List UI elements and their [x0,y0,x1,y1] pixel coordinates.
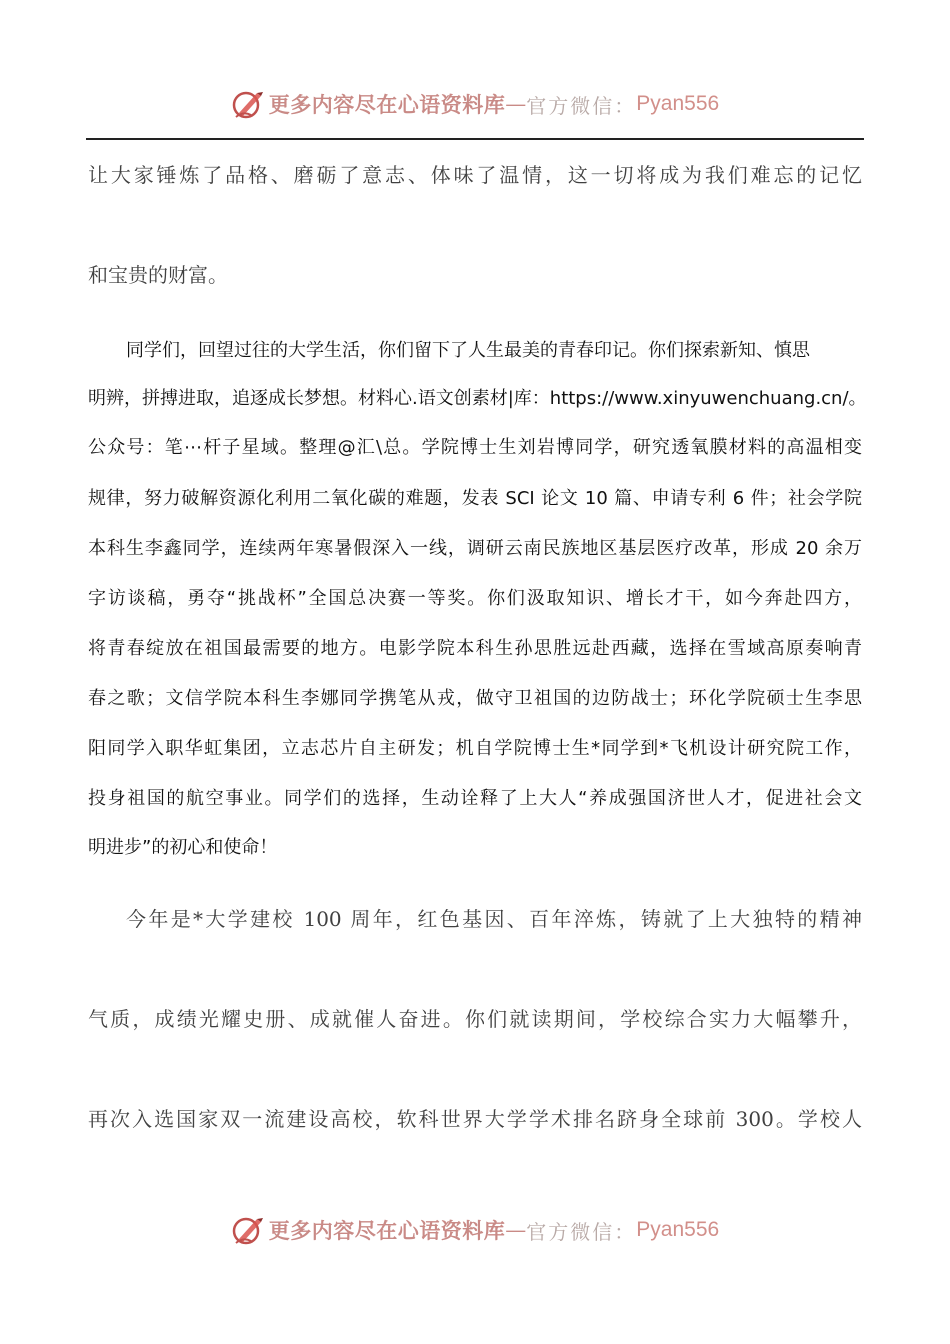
header-separator: — [505,92,527,116]
paragraph3-line: 气质，成绩光耀史册、成就催人奋进。你们就读期间，学校综合实力大幅攀升， [88,1007,862,1031]
footer-wechat-id: Pyan556 [636,1218,720,1241]
paragraph3-line: 再次入选国家双一流建设高校，软科世界大学学术排名跻身全球前 300。学校人 [88,1107,862,1131]
paragraph2-line: 规律，努力破解资源化利用二氧化碳的难题，发表 SCI 论文 10 篇、申请专利 6 件；社会学院 [88,488,862,509]
header-wechat-id: Pyan556 [636,92,720,115]
paragraph1-line: 让大家锤炼了品格、磨砺了意志、体味了温情，这一切将成为我们难忘的记忆 [88,163,862,187]
pen-logo-icon [231,87,265,121]
footer-wechat-label: 官方微信： [526,1219,637,1244]
footer-promo-text: 更多内容尽在心语资料库 [268,1218,506,1243]
footer-banner [0,1208,950,1252]
header-banner [0,82,950,126]
header-divider [86,138,864,140]
paragraph1-line: 和宝贵的财富。 [88,263,228,287]
paragraph2-line: 公众号：笔⋯杆子星域。整理@汇\总。学院博士生刘岩博同学，研究透氧膜材料的高温相变 [88,437,862,458]
paragraph2-line: 阳同学入职华虹集团，立志芯片自主研发；机自学院博士生*同学到*飞机设计研究院工作， [88,738,862,759]
paragraph2-line: 明进步”的初心和使命！ [88,837,278,858]
pen-logo-icon [231,1213,265,1247]
paragraph2-line: 将青春绽放在祖国最需要的地方。电影学院本科生孙思胜远赴西藏，选择在雪域高原奏响青 [88,638,862,659]
paragraph2-line: 明辨，拼搏进取，追逐成长梦想。材料心.语文创素材|库：https://www.xinyuwenchuang.cn/。 [88,388,867,409]
footer-separator: — [505,1218,527,1242]
paragraph2-line: 同学们，回望过往的大学生活，你们留下了人生最美的青春印记。你们探索新知、慎思 [126,340,810,361]
header-promo-text: 更多内容尽在心语资料库 [268,92,506,117]
paragraph2-line: 投身祖国的航空事业。同学们的选择，生动诠释了上大人“养成强国济世人才，促进社会文 [88,788,862,809]
header-wechat-label: 官方微信： [526,93,637,118]
paragraph2-line: 本科生李鑫同学，连续两年寒暑假深入一线，调研云南民族地区基层医疗改革，形成 20 余万 [88,538,862,559]
paragraph2-line: 字访谈稿，勇夺“挑战杯”全国总决赛一等奖。你们汲取知识、增长才干，如今奔赴四方， [88,588,862,609]
paragraph2-line: 春之歌；文信学院本科生李娜同学携笔从戎，做守卫祖国的边防战士；环化学院硕士生李思 [88,688,862,709]
paragraph3-line: 今年是*大学建校 100 周年，红色基因、百年淬炼，铸就了上大独特的精神 [126,907,862,931]
